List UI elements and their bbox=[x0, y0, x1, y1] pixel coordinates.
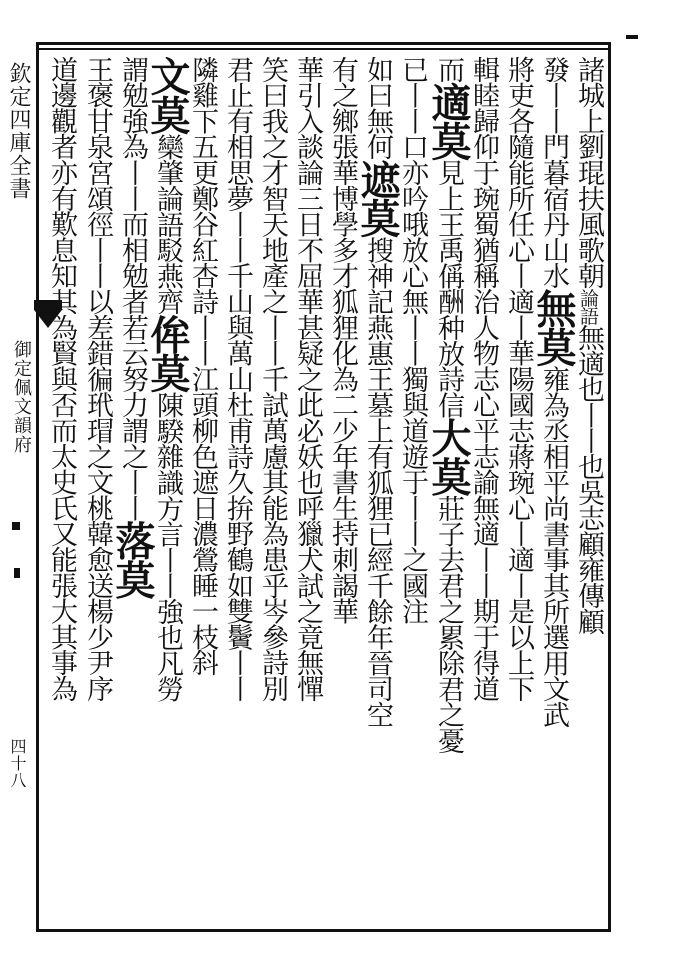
text-run: 而相勉者若云努力謂之丨丨 bbox=[117, 210, 148, 521]
text-run: 謂勉強為丨丨 bbox=[117, 56, 148, 211]
text-column bbox=[217, 56, 257, 926]
headword: 遮莫 bbox=[354, 159, 401, 237]
book-title-bottom: 御定佩文韻府 bbox=[11, 340, 32, 454]
small-note: 論語 bbox=[577, 288, 599, 325]
text-run: 發丨丨門暮宿丹山水 bbox=[538, 56, 569, 289]
text-column bbox=[182, 56, 222, 926]
text-run: 張華博學多才狐狸化為二少年書生持刺謁華 bbox=[327, 133, 358, 624]
text-run: 獨與道遊于丨丨之國注 bbox=[397, 365, 428, 624]
headword: 無莫 bbox=[530, 288, 577, 366]
text-run: 君止有相思夢丨丨千山與萬山杜甫詩久拚野鶴如雙鬢丨丨 bbox=[222, 56, 253, 702]
text-run: 無適也丨丨也吳志顧雍傳顧 bbox=[573, 324, 604, 634]
text-run: 莊子去君之累除君之憂 bbox=[433, 495, 464, 754]
headword: 落莫 bbox=[109, 520, 156, 599]
text-run: 王褒甘泉宮頌徑丨丨以差錯徧玳瑁之文桃韓愈送楊少尹序 bbox=[82, 56, 113, 702]
text-column bbox=[287, 56, 327, 926]
margin-speck bbox=[12, 522, 20, 530]
text-run: 輯睦歸仰于琬蜀猶稱治人物志心平志諭無適丨丨期于得道 bbox=[468, 56, 499, 702]
text-column bbox=[77, 56, 117, 926]
text-column bbox=[530, 56, 577, 926]
text-run: 諸城上劉琨扶風歌朝 bbox=[573, 56, 604, 289]
text-column bbox=[322, 56, 362, 926]
text-run: 有之鄉 bbox=[327, 56, 358, 134]
text-column bbox=[568, 56, 608, 926]
text-run: 如曰無何 bbox=[362, 56, 393, 160]
text-run: 已丨丨口亦吟哦放心無丨丨 bbox=[397, 56, 428, 366]
book-title-top: 欽定四庫全書 bbox=[6, 62, 31, 200]
text-run: 見上王禹偁酬种放詩信 bbox=[433, 159, 464, 418]
text-run: 欒肇論語駁燕齊 bbox=[152, 133, 183, 315]
headword: 侔莫 bbox=[144, 314, 191, 392]
text-column bbox=[354, 56, 401, 926]
text-run: 雍為丞相平尚書事其所選用文武 bbox=[538, 365, 569, 728]
text-column bbox=[41, 56, 81, 926]
text-run: 陳騤雜識方言丨丨強也凡勞 bbox=[152, 391, 183, 702]
text-column bbox=[109, 56, 156, 926]
text-column bbox=[144, 56, 191, 926]
text-column bbox=[498, 56, 538, 926]
top-rule bbox=[36, 48, 611, 50]
text-run: 將吏各隨能所任心丨適丨華陽國志蔣琬心丨適丨是以上下 bbox=[503, 56, 534, 702]
text-column bbox=[252, 56, 292, 926]
text-column bbox=[425, 56, 472, 926]
text-run: 道邊觀者亦有歎息知其為賢與否而太史氏又能張大其事為 bbox=[46, 56, 77, 702]
headword: 文莫 bbox=[144, 56, 191, 134]
text-run: 搜神記燕惠王墓上有狐狸已經千餘年晉司空 bbox=[362, 236, 393, 728]
text-run: 隣雞下五更鄭谷紅杏詩丨丨江頭柳色遮日濃鶯睡一枝斜 bbox=[187, 56, 218, 676]
text-run: 笑曰我之才智天地產之丨丨千試萬慮其能為患乎岑參詩別 bbox=[257, 56, 288, 702]
text-run: 而 bbox=[433, 56, 464, 82]
top-mark bbox=[626, 35, 638, 39]
margin-speck bbox=[14, 568, 20, 578]
headword: 大莫 bbox=[425, 417, 472, 496]
text-run: 華引入談論三日不屈華甚疑之此必妖也呼獵犬試之竟無憚 bbox=[292, 56, 323, 702]
headword: 適莫 bbox=[425, 81, 472, 160]
page-number: 四十八 bbox=[8, 738, 27, 789]
